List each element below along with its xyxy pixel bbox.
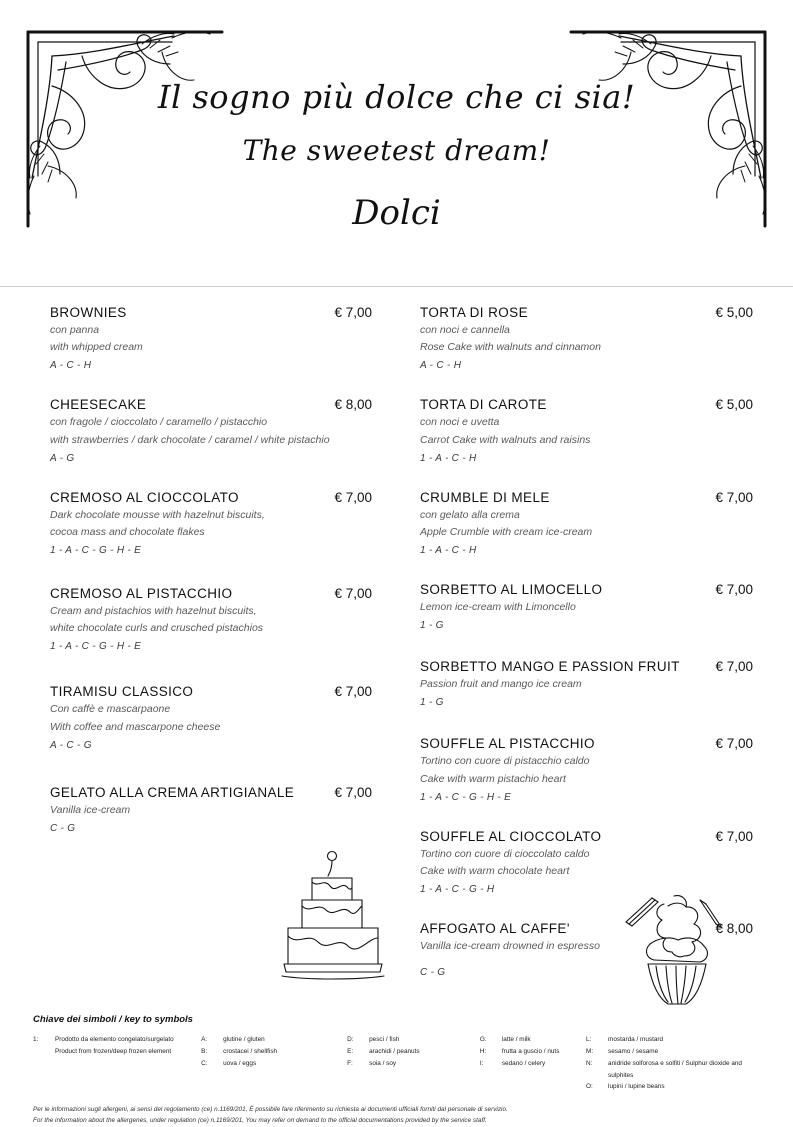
item-description-en: cocoa mass and chocolate flakes (50, 525, 205, 538)
item-description-it: con fragole / cioccolato / caramello / pistacchio (50, 416, 268, 429)
item-price: € 5,00 (715, 305, 753, 320)
key-row (347, 1046, 480, 1058)
item-price: € 7,00 (715, 489, 753, 505)
item-price: € 7,00 (334, 684, 372, 700)
key-row (201, 1046, 347, 1058)
item-name: SORBETTO MANGO E PASSION FRUIT (420, 659, 680, 675)
key-text: latte / milk (501, 1036, 531, 1043)
item-name: SOUFFLE AL CIOCCOLATO (420, 828, 602, 844)
menu-item (50, 397, 372, 463)
menu-item (50, 305, 372, 371)
headline-italian: Il sogno più dolce che ci sia! (157, 78, 636, 116)
item-price: € 8,00 (334, 397, 372, 413)
key-text: pesci / fish (369, 1036, 400, 1043)
item-description-it: con panna (50, 324, 100, 336)
item-name: SOUFFLE AL PISTACCHIO (420, 736, 595, 752)
key-text: uova / eggs (223, 1059, 257, 1067)
key-code: I: (479, 1059, 484, 1067)
item-price: € 7,00 (715, 828, 753, 844)
item-price: € 7,00 (334, 784, 372, 800)
item-allergens: 1 - A - C - G - H - E (420, 791, 512, 803)
item-description-it: con noci e uvetta (420, 416, 500, 429)
item-description-en: With coffee and mascarpone cheese (50, 720, 221, 733)
item-allergens: A - G (50, 452, 75, 464)
item-name: CREMOSO AL PISTACCHIO (50, 586, 233, 602)
legal-notice (33, 1105, 763, 1127)
cupcake-illustration (612, 880, 737, 1010)
menu-item (420, 582, 753, 631)
key-column (586, 1034, 763, 1093)
item-allergens: 1 - A - C - H (420, 545, 477, 557)
item-allergens: 1 - A - C - G - H - E (50, 545, 142, 557)
key-code: D: (347, 1036, 354, 1043)
key-column (201, 1034, 347, 1093)
item-description-en: Cake with warm chocolate heart (420, 864, 570, 877)
key-code: L: (586, 1036, 592, 1043)
item-allergens: C - G (420, 967, 446, 979)
item-allergens: A - C - H (420, 360, 462, 372)
key-text: arachidi / peanuts (369, 1047, 420, 1055)
key-code: E: (347, 1047, 354, 1055)
key-text: soia / soy (369, 1059, 397, 1067)
item-description-en: Apple Crumble with cream ice-cream (420, 525, 593, 538)
key-text: Prodotto da elemento congelato/surgelato (55, 1036, 174, 1043)
key-text: frutta a guscio / nuts (501, 1047, 560, 1055)
key-row (586, 1081, 763, 1093)
item-price: € 7,00 (334, 489, 372, 505)
item-name: CRUMBLE DI MELE (420, 489, 550, 505)
item-allergens: 1 - G (420, 620, 444, 632)
item-name: CHEESECAKE (50, 397, 147, 413)
key-row (586, 1058, 763, 1082)
item-name: CREMOSO AL CIOCCOLATO (50, 489, 239, 505)
menu-item (420, 305, 753, 371)
key-code: M: (586, 1047, 594, 1055)
header-divider (0, 286, 793, 287)
key-text: sedano / celery (501, 1059, 546, 1067)
item-description-it: Vanilla ice-cream drowned in espresso (420, 940, 600, 953)
key-row (347, 1034, 480, 1046)
item-description-it: con noci e cannella (420, 324, 510, 336)
item-description-en: with strawberries / dark chocolate / caramel / white pistachio (50, 433, 330, 446)
menu-item (50, 490, 372, 556)
key-row (480, 1058, 586, 1070)
key-row (480, 1046, 586, 1058)
item-price: € 7,00 (715, 659, 753, 675)
item-price: € 7,00 (334, 586, 372, 602)
item-description-en: Cake with warm pistachio heart (420, 772, 566, 785)
key-code: B: (201, 1047, 208, 1055)
allergen-key-footer (33, 1014, 763, 1127)
key-code: A: (201, 1036, 208, 1043)
menu-item (420, 659, 753, 708)
legal-notice-en: For the information about the allergenes, under regulation (ce) n.1169/201, You may refer on demand to the official documentations provided by the service staff. (33, 1117, 487, 1125)
key-code: N: (586, 1059, 593, 1067)
item-price: € 7,00 (715, 582, 753, 598)
key-row (201, 1058, 347, 1070)
key-text: mostarda / mustard (608, 1036, 664, 1043)
menu-item (50, 785, 372, 834)
item-price: € 8,00 (715, 921, 753, 937)
menu-item (420, 397, 753, 463)
item-name: TORTA DI ROSE (420, 305, 528, 320)
key-row (347, 1058, 480, 1070)
menu-item (420, 736, 753, 802)
item-name: BROWNIES (50, 305, 127, 320)
item-allergens: A - C - G (50, 739, 92, 751)
item-description-it: Passion fruit and mango ice cream (420, 678, 582, 691)
key-row (480, 1034, 586, 1046)
key-code: G: (479, 1036, 487, 1043)
item-price: € 7,00 (334, 305, 372, 320)
key-row (201, 1034, 347, 1046)
item-allergens: C - G (50, 822, 76, 834)
key-code: H: (479, 1047, 487, 1055)
key-column (33, 1034, 201, 1093)
item-allergens: A - C - H (50, 360, 92, 372)
item-description-it: con gelato alla crema (420, 508, 520, 521)
key-text: anidride solforosa e solfiti / Sulphur dioxide and sulphites (608, 1059, 742, 1079)
key-row (586, 1046, 763, 1058)
item-name: TORTA DI CAROTE (420, 397, 547, 413)
item-description-en: white chocolate curls and crusched pistachios (50, 622, 264, 635)
item-description-en: with whipped cream (50, 341, 143, 354)
item-allergens: 1 - G (420, 697, 444, 709)
key-code: 1: (33, 1036, 39, 1043)
item-name: AFFOGATO AL CAFFE' (420, 921, 570, 937)
menu-header (0, 78, 793, 233)
item-description-it: Lemon ice-cream with Limoncello (420, 601, 576, 614)
item-name: TIRAMISU CLASSICO (50, 684, 194, 700)
key-row (586, 1034, 763, 1046)
key-text: crostacei / shellfish (223, 1047, 278, 1055)
key-code: O: (586, 1083, 593, 1091)
key-text: sesamo / sesame (608, 1047, 659, 1055)
item-description-it: Tortino con cuore di pistacchio caldo (420, 755, 590, 768)
item-allergens: 1 - A - C - G - H (420, 884, 495, 896)
item-allergens: 1 - A - C - H (420, 452, 477, 464)
menu-item (420, 490, 753, 556)
key-text: lupini / lupine beans (608, 1083, 665, 1091)
item-description-it: Vanilla ice-cream (50, 803, 131, 816)
layer-cake-illustration (262, 848, 402, 993)
item-description-en: Carrot Cake with walnuts and raisins (420, 433, 591, 446)
item-description-it: Cream and pistachios with hazelnut biscuits, (50, 605, 257, 618)
menu-item (50, 586, 372, 652)
key-code: C: (201, 1059, 208, 1067)
item-description-it: Tortino con cuore di cioccolato caldo (420, 847, 590, 860)
menu-item (50, 684, 372, 750)
legal-notice-it: Per le informazioni sugli allergeni, ai sensi del regolamento (ce) n.1169/201, È possibile fare riferimento su richiesta ai documenti ufficiali forniti dal personale di servizio. (33, 1106, 508, 1114)
item-price: € 5,00 (715, 397, 753, 413)
item-price: € 7,00 (715, 736, 753, 752)
key-code: F: (347, 1059, 353, 1067)
item-allergens: 1 - A - C - G - H - E (50, 641, 142, 653)
headline-english: The sweetest dream! (242, 134, 551, 167)
item-name: GELATO ALLA CREMA ARTIGIANALE (50, 784, 295, 800)
item-name: SORBETTO AL LIMOCELLO (420, 582, 603, 598)
key-subtext: Product from frozen/deep frozen element (55, 1047, 172, 1055)
key-column (347, 1034, 480, 1093)
key-text: glutine / gluten (223, 1036, 265, 1043)
section-title: Dolci (352, 193, 441, 233)
key-column (480, 1034, 586, 1093)
item-description-it: Con caffè e mascarpaone (50, 703, 171, 716)
item-description-it: Dark chocolate mousse with hazelnut biscuits, (50, 508, 265, 521)
key-title: Chiave dei simboli / key to symbols (33, 1014, 193, 1025)
key-grid (33, 1034, 763, 1093)
item-description-en: Rose Cake with walnuts and cinnamon (420, 341, 601, 354)
key-row (33, 1034, 201, 1046)
